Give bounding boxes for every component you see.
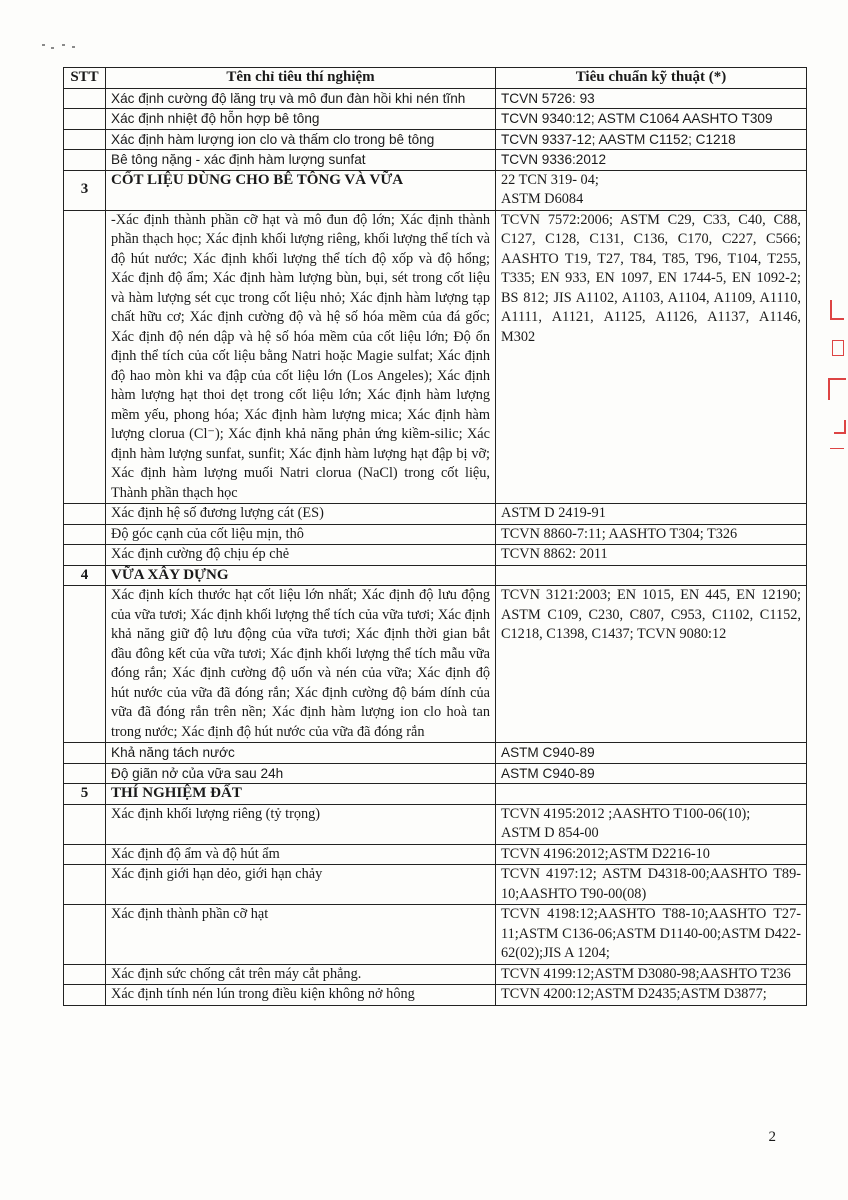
standard-cell: ASTM C940-89: [496, 743, 807, 764]
red-stamp-fragment: [822, 300, 848, 460]
test-name-cell: Xác định khối lượng riêng (tỷ trọng): [106, 804, 496, 844]
row-number: [64, 865, 106, 905]
standard-cell: TCVN 4195:2012 ;AASHTO T100-06(10); ASTM D 854-00: [496, 804, 807, 844]
test-name-cell: Xác định giới hạn dẻo, giới hạn chảy: [106, 865, 496, 905]
table-row: [64, 524, 807, 545]
row-number: [64, 844, 106, 865]
row-number: [64, 763, 106, 784]
table-row: [64, 88, 807, 109]
standard-cell: 22 TCN 319- 04; ASTM D6084: [496, 170, 807, 210]
table-row: [64, 150, 807, 171]
test-name-cell: Xác định kích thước hạt cốt liệu lớn nhất; Xác định độ lưu động của vữa tươi; Xác định khối lượng thể tích của vữa tươi; Xác định khả năng giữ độ lưu động của vữa tươi; Xác định thời gian bắt đầu đông kết của vữa tươi; Xác định khối lượng thể tích mẫu vữa đóng rắn; Xác định cường độ uốn và nén của vữa; Xác định độ hút nước của vữa đã đóng rắn; Xác định cường độ bám dính của vữa đã đóng rắn trên nền; Xác định hàm lượng ion clo hoà tan trong nước; Xác định độ hút nước của vữa đã đóng rắn: [106, 586, 496, 743]
row-number: 5: [64, 784, 106, 805]
row-number: [64, 504, 106, 525]
row-number: [64, 524, 106, 545]
test-name-cell: Xác định hàm lượng ion clo và thấm clo trong bê tông: [106, 129, 496, 150]
standard-cell: TCVN 9337-12; AASTM C1152; C1218: [496, 129, 807, 150]
section-title: THÍ NGHIỆM ĐẤT: [106, 784, 496, 805]
table-row: [64, 844, 807, 865]
standard-cell: TCVN 8860-7:11; AASHTO T304; T326: [496, 524, 807, 545]
standard-cell: TCVN 5726: 93: [496, 88, 807, 109]
standard-cell: TCVN 9340:12; ASTM C1064 AASHTO T309: [496, 109, 807, 130]
header-test-name: Tên chỉ tiêu thí nghiệm: [106, 68, 496, 89]
standard-cell: ASTM D 2419-91: [496, 504, 807, 525]
scan-artifact: [42, 44, 82, 52]
row-number: [64, 586, 106, 743]
test-name-cell: Xác định tính nén lún trong điều kiện không nở hông: [106, 985, 496, 1006]
table-header-row: [64, 68, 807, 89]
row-number: [64, 210, 106, 504]
test-name-cell: Xác định độ ẩm và độ hút ẩm: [106, 844, 496, 865]
header-stt: STT: [64, 68, 106, 89]
test-name-cell: Xác định sức chống cắt trên máy cắt phẳng.: [106, 964, 496, 985]
section-row: [64, 565, 807, 586]
test-name-cell: Xác định cường độ lăng trụ và mô đun đàn hồi khi nén tĩnh: [106, 88, 496, 109]
table-row: [64, 743, 807, 764]
standard-cell: TCVN 4200:12;ASTM D2435;ASTM D3877;: [496, 985, 807, 1006]
row-number: [64, 964, 106, 985]
table-row: [64, 210, 807, 504]
standard-cell: TCVN 3121:2003; EN 1015, EN 445, EN 12190; ASTM C109, C230, C807, C953, C1102, C1152, C1218, C1398, C1437; TCVN 9080:12: [496, 586, 807, 743]
row-number: [64, 804, 106, 844]
test-name-cell: Xác định hệ số đương lượng cát (ES): [106, 504, 496, 525]
section-row: [64, 170, 807, 210]
standard-cell: TCVN 7572:2006; ASTM C29, C33, C40, C88, C127, C128, C131, C136, C170, C227, C566; AASHTO T19, T27, T84, T85, T96, T104, T255, T335; EN 933, EN 1097, EN 1744-5, EN 1092-2; BS 812; JIS A1102, A1103, A1104, A1109, A1110, A1111, A1121, A1125, A1126, A1137, A1146, M302: [496, 210, 807, 504]
test-name-cell: Bê tông nặng - xác định hàm lượng sunfat: [106, 150, 496, 171]
row-number: [64, 88, 106, 109]
test-name-cell: Xác định thành phần cỡ hạt: [106, 905, 496, 965]
test-name-cell: Độ giãn nở của vữa sau 24h: [106, 763, 496, 784]
test-name-cell: Khả năng tách nước: [106, 743, 496, 764]
section-row: [64, 784, 807, 805]
table-row: [64, 865, 807, 905]
table-row: [64, 586, 807, 743]
standard-cell: TCVN 4196:2012;ASTM D2216-10: [496, 844, 807, 865]
row-number: [64, 545, 106, 566]
table-body: [64, 88, 807, 1005]
table-row: [64, 545, 807, 566]
standard-cell: TCVN 9336:2012: [496, 150, 807, 171]
test-name-cell: -Xác định thành phần cỡ hạt và mô đun độ lớn; Xác định thành phần thạch học; Xác định khối lượng riêng, khối lượng thể tích và độ hút nước; Xác định khối lượng thể tích độ xốp và độ hổng; Xác định độ ẩm; Xác định hàm lượng bùn, bụi, sét trong cốt liệu và hàm lượng sét cục trong cốt liệu nhỏ; Xác định hàm lượng tạp chất hữu cơ; Xác định cường độ và hệ số hóa mềm của đá gốc; Xác định độ nén dập và hệ số hóa mềm của cốt liệu lớn; Độ ổn định thể tích của cốt liệu bằng Natri hoặc Magie sulfat; Xác định độ hao mòn khi va đập của cốt liệu lớn (Los Angeles); Xác định hàm lượng hạt thoi dẹt trong cốt liệu lớn; Xác định hàm lượng mềm yếu, phong hóa; Xác định hàm lượng mica; Xác định hàm lượng clorua (Cl⁻); Xác định khả năng phản ứng kiềm-silic; Xác định hàm lượng sunfat, sunfit; Xác định hàm lượng hạt đập bị vỡ; Xác định hàm lượng muối Natri clorua (NaCl) trong cốt liệu, Thành phần thạch học: [106, 210, 496, 504]
section-title: CỐT LIỆU DÙNG CHO BÊ TÔNG VÀ VỮA: [106, 170, 496, 210]
standard-cell: TCVN 4197:12; ASTM D4318-00;AASHTO T89-10;AASHTO T90-00(08): [496, 865, 807, 905]
table-row: [64, 129, 807, 150]
row-number: [64, 109, 106, 130]
row-number: 4: [64, 565, 106, 586]
test-name-cell: Độ góc cạnh của cốt liệu mịn, thô: [106, 524, 496, 545]
standard-cell: TCVN 4199:12;ASTM D3080-98;AASHTO T236: [496, 964, 807, 985]
table-row: [64, 905, 807, 965]
header-standard: Tiêu chuẩn kỹ thuật (*): [496, 68, 807, 89]
standard-cell: [496, 784, 807, 805]
row-number: 3: [64, 170, 106, 210]
test-standards-table: [63, 67, 807, 1006]
row-number: [64, 150, 106, 171]
row-number: [64, 905, 106, 965]
section-title: VỮA XÂY DỰNG: [106, 565, 496, 586]
row-number: [64, 985, 106, 1006]
standard-cell: TCVN 8862: 2011: [496, 545, 807, 566]
table-row: [64, 504, 807, 525]
standard-cell: ASTM C940-89: [496, 763, 807, 784]
table-row: [64, 964, 807, 985]
test-name-cell: Xác định cường độ chịu ép chẻ: [106, 545, 496, 566]
table-row: [64, 804, 807, 844]
standard-cell: TCVN 4198:12;AASHTO T88-10;AASHTO T27-11;ASTM C136-06;ASTM D1140-00;ASTM D422-62(02);JIS A 1204;: [496, 905, 807, 965]
table-row: [64, 763, 807, 784]
table-row: [64, 985, 807, 1006]
row-number: [64, 129, 106, 150]
standard-cell: [496, 565, 807, 586]
table-row: [64, 109, 807, 130]
page-number: 2: [768, 1129, 776, 1145]
row-number: [64, 743, 106, 764]
test-name-cell: Xác định nhiệt độ hỗn hợp bê tông: [106, 109, 496, 130]
